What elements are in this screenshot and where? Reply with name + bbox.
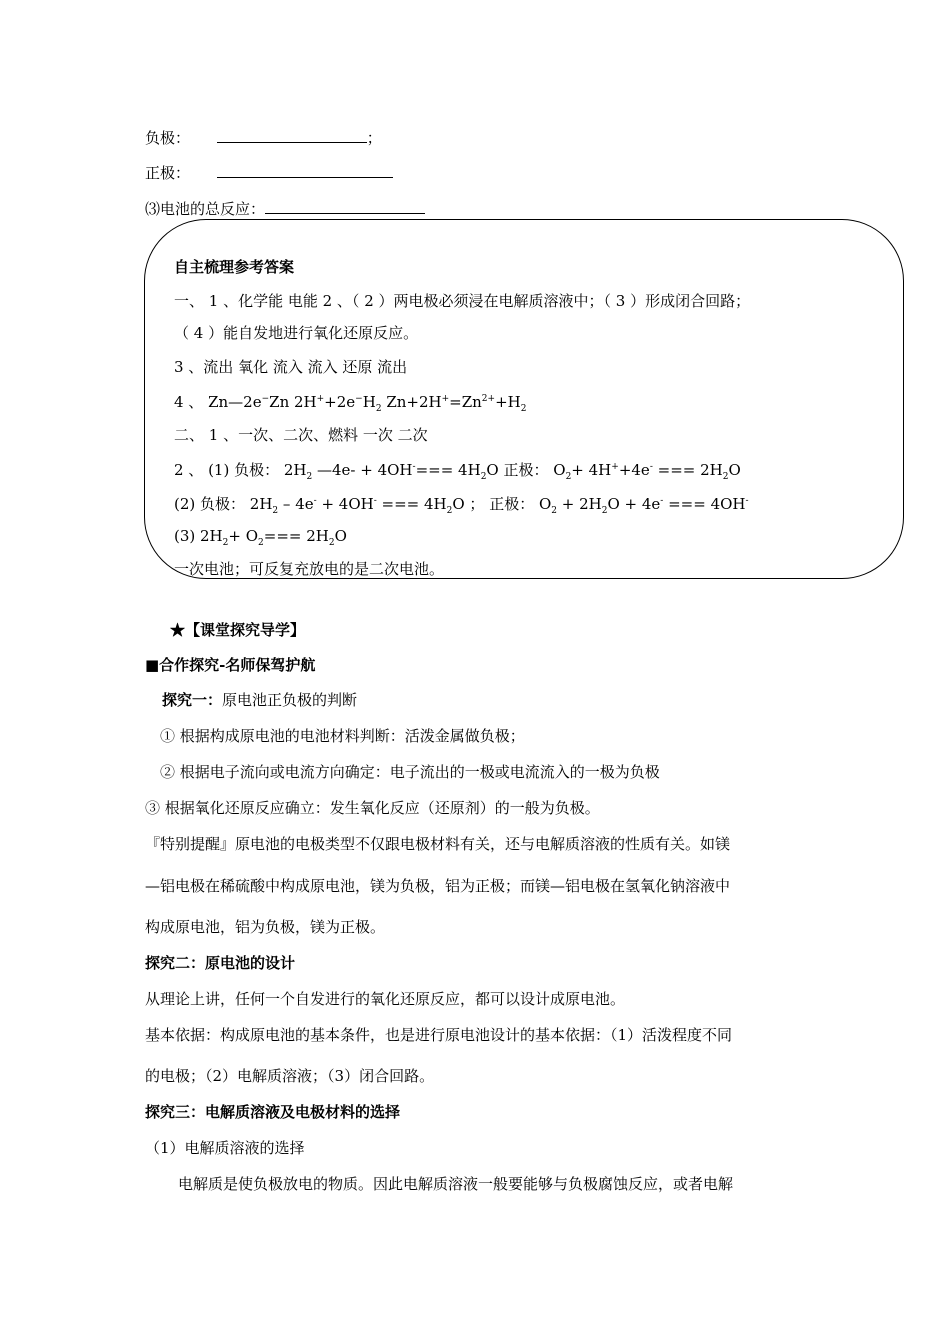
l4-d: H	[362, 393, 376, 411]
explore-three-line-1: （1）电解质溶液的选择	[145, 1139, 305, 1157]
positive-blank	[217, 163, 393, 178]
l4-f-sup: 2+	[481, 394, 496, 404]
explore-one-item-2: ② 根据电子流向或电流方向确定：电子流出的一极或电流流入的一极为负极	[160, 763, 660, 781]
l6-f-sup: -	[649, 462, 653, 472]
l7-e: O ； 正极： O	[452, 495, 552, 513]
tip-line-2: —铝电极在稀硫酸中构成原电池，镁为负极，铝为正极；而镁—铝电极在氢氧化钠溶液中	[145, 877, 731, 895]
answers-line-6	[174, 460, 741, 480]
answers-line-1: 一、 1 、化学能 电能 2 、（ 2 ）两电极必须浸在电解质溶液中；（ 3 ）形成闭合回路；	[174, 292, 751, 310]
explore-one-label: 探究一：	[162, 691, 223, 709]
explore-three-heading: 探究三：电解质溶液及电极材料的选择	[145, 1103, 401, 1121]
l4-e: Zn+2H	[381, 393, 442, 411]
l7-g: O + 4e	[607, 495, 661, 513]
l7-f: + 2H	[557, 495, 602, 513]
section-heading: ★【课堂探究导学】	[170, 621, 306, 639]
l8-a: (3) 2H	[174, 527, 223, 545]
explore-one-item-1: ① 根据构成原电池的电池材料判断：活泼金属做负极；	[160, 727, 525, 745]
answers-title: 自主梳理参考答案	[174, 258, 295, 276]
answers-line-2: （ 4 ）能自发地进行氧化还原反应。	[174, 324, 419, 342]
answers-line-4	[174, 392, 526, 412]
explore-one	[162, 690, 357, 710]
l6-b-sup: -	[412, 462, 416, 472]
l8-d: O	[334, 527, 347, 545]
l4-d-sub: 2	[375, 404, 382, 414]
l7-b: – 4e	[278, 495, 314, 513]
explore-two-line-3: 的电极；（2）电解质溶液；（3）闭合回路。	[145, 1067, 435, 1085]
l8-c: === 2H	[263, 527, 329, 545]
l4-b: Zn 2H	[269, 393, 317, 411]
explore-two-line-1: 从理论上讲，任何一个自发进行的氧化还原反应，都可以设计成原电池。	[145, 990, 626, 1008]
explore-two-heading: 探究二：原电池的设计	[145, 954, 296, 972]
l7-h: === 4OH	[663, 495, 746, 513]
l4-a: 4 、 Zn—2e	[174, 393, 262, 411]
l6-a-sub: 2	[306, 472, 313, 482]
l7-e-sub: 2	[551, 506, 557, 516]
l6-f: +4e	[618, 461, 650, 479]
l6-h: O	[728, 461, 741, 479]
answers-line-7	[174, 494, 749, 514]
l7-g-sup: -	[660, 496, 664, 506]
l6-d-sub: 2	[565, 472, 572, 482]
l4-c-sup: −	[355, 394, 363, 404]
l6-e-sup: +	[611, 462, 619, 472]
answers-line-5: 二、 1 、一次、二次、燃料 一次 二次	[174, 426, 428, 444]
answers-line-9: 一次电池；可反复充放电的是二次电池。	[174, 560, 445, 578]
l4-e-sup: +	[441, 394, 450, 404]
l6-e: + 4H	[571, 461, 612, 479]
l4-f: =Zn	[449, 393, 482, 411]
positive-label: 正极：	[145, 164, 191, 182]
tip-line-1: 『特别提醒』原电池的电极类型不仅跟电极材料有关，还与电解质溶液的性质有关。如镁	[145, 835, 731, 853]
negative-blank	[217, 128, 367, 143]
l7-c-sup: -	[373, 496, 377, 506]
l6-b: —4e- + 4OH	[312, 461, 413, 479]
l8-b: + O	[228, 527, 259, 545]
explore-two-line-2: 基本依据：构成原电池的基本条件，也是进行原电池设计的基本依据：（1）活泼程度不同	[145, 1026, 733, 1044]
l7-d-sub: 2	[446, 506, 453, 516]
answers-line-3: 3 、流出 氧化 流入 流入 还原 流出	[174, 358, 408, 376]
l8-b-sub: 2	[258, 538, 264, 548]
l7-d: === 4H	[376, 495, 447, 513]
l4-a-sup: −	[261, 394, 270, 404]
l4-g-sub: 2	[520, 404, 527, 414]
l7-f-sub: 2	[601, 506, 608, 516]
l6-d: O 正极： O	[486, 461, 566, 479]
l6-c-sub: 2	[480, 472, 487, 482]
l6-g: === 2H	[652, 461, 723, 479]
l7-b-sup: -	[313, 496, 317, 506]
positive-electrode-line	[145, 163, 393, 183]
total-blank	[265, 199, 425, 214]
l4-b-sup: +	[316, 394, 325, 404]
l8-c-sub: 2	[328, 538, 335, 548]
l8-a-sub: 2	[222, 538, 229, 548]
explore-three-line-2: 电解质是使负极放电的物质。因此电解质溶液一般要能够与负极腐蚀反应，或者电解	[178, 1175, 734, 1193]
explore-one-text: 原电池正负极的判断	[222, 691, 358, 709]
l6-g-sub: 2	[722, 472, 729, 482]
l7-h-sup: -	[745, 496, 749, 506]
tip-line-3: 构成原电池，铝为负极，镁为正极。	[145, 918, 386, 936]
negative-end: ；	[366, 129, 382, 147]
l6-a: 2 、 (1) 负极： 2H	[174, 461, 307, 479]
l7-a-sub: 2	[272, 506, 279, 516]
negative-label: 负极：	[145, 129, 191, 147]
total-label: ⑶电池的总反应：	[145, 200, 266, 218]
l6-c: === 4H	[415, 461, 481, 479]
explore-one-item-3: ③ 根据氧化还原反应确立：发生氧化反应（还原剂）的一般为负极。	[145, 799, 600, 817]
l7-a: (2) 负极： 2H	[174, 495, 273, 513]
l4-c: +2e	[324, 393, 356, 411]
l4-g: +H	[495, 393, 521, 411]
l7-c: + 4OH	[316, 495, 374, 513]
answers-line-8	[174, 526, 347, 546]
negative-electrode-line	[145, 128, 382, 148]
total-reaction-line	[145, 199, 425, 219]
coop-heading: ■合作探究-名师保驾护航	[145, 656, 316, 674]
